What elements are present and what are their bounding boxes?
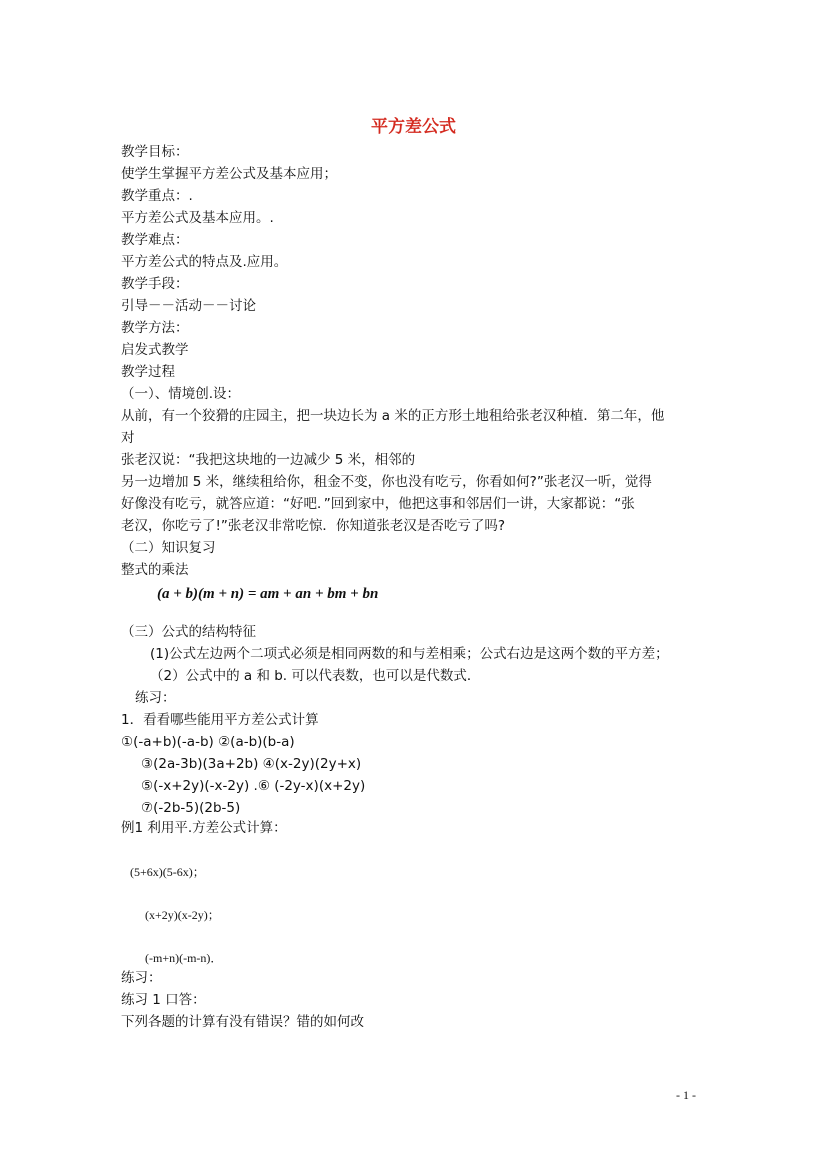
page-number: - 1 -	[676, 1088, 696, 1102]
text-line: 另一边增加 5 米，继续租给你，租金不变，你也没有吃亏，你看如何?”张老汉一听，觉得	[121, 474, 652, 490]
text-line: 整式的乘法	[121, 562, 189, 578]
text-line: 1．看看哪些能用平方差公式计算	[121, 712, 319, 728]
text-line: 教学难点：	[121, 232, 189, 248]
text-line: （二）知识复习	[121, 540, 216, 556]
text-line: 教学方法：	[121, 320, 189, 336]
text-line: 张老汉说：“我把这块地的一边减少 5 米，相邻的	[121, 452, 416, 468]
text-line: 例1 利用平.方差公式计算：	[121, 820, 287, 836]
text-line: （2）公式中的 a 和 b. 可以代表数，也可以是代数式．	[150, 668, 481, 684]
text-line: （一）、情境创.设：	[121, 386, 241, 402]
text-line: ⑤(-x+2y)(-x-2y) .⑥ (-2y-x)(x+2y)	[141, 778, 366, 794]
text-line: 下列各题的计算有没有错误？错的如何改	[121, 1014, 364, 1030]
text-line: 教学目标：	[121, 144, 189, 160]
text-line: 练习 1 口答：	[121, 992, 206, 1008]
text-line: （三）公式的结构特征	[121, 624, 256, 640]
text-line: 练习：	[121, 970, 162, 986]
math-expression: (x+2y)(x-2y)；	[145, 908, 220, 922]
text-line: 使学生掌握平方差公式及基本应用；	[121, 166, 337, 182]
math-expression: (5+6x)(5-6x)；	[130, 865, 205, 879]
text-line: 从前，有一个狡猾的庄园主，把一块边长为 a 米的正方形土地租给张老汉种植．第二年，他	[121, 408, 665, 424]
text-line: ③(2a-3b)(3a+2b) ④(x-2y)(2y+x)	[141, 756, 362, 772]
text-line: 对	[121, 430, 135, 446]
text-line: 平方差公式的特点及.应用。	[121, 254, 288, 270]
text-line: 老汉，你吃亏了!”张老汉非常吃惊．你知道张老汉是否吃亏了吗?	[121, 518, 506, 534]
page-title: 平方差公式	[371, 117, 456, 137]
math-expression: (-m+n)(-m-n)．	[145, 951, 223, 965]
text-line: (1)公式左边两个二项式必须是相同两数的和与差相乘；公式右边是这两个数的平方差；	[150, 646, 669, 662]
text-line: ①(-a+b)(-a-b) ②(a-b)(b-a)	[121, 734, 295, 750]
text-line: 练习：	[135, 690, 176, 706]
multiplication-formula: (a + b)(m + n) = am + an + bm + bn	[157, 586, 379, 602]
text-line: 教学重点：.	[121, 188, 193, 204]
text-line: 好像没有吃亏，就答应道：“好吧．”回到家中，他把这事和邻居们一讲，大家都说：“张	[121, 496, 635, 512]
text-line: 引导－－活动－－讨论	[121, 298, 256, 314]
text-line: 启发式教学	[121, 342, 189, 358]
text-line: 平方差公式及基本应用。.	[121, 210, 274, 226]
text-line: ⑦(-2b-5)(2b-5)	[141, 800, 241, 816]
text-line: 教学手段：	[121, 276, 189, 292]
text-line: 教学过程	[121, 364, 175, 380]
